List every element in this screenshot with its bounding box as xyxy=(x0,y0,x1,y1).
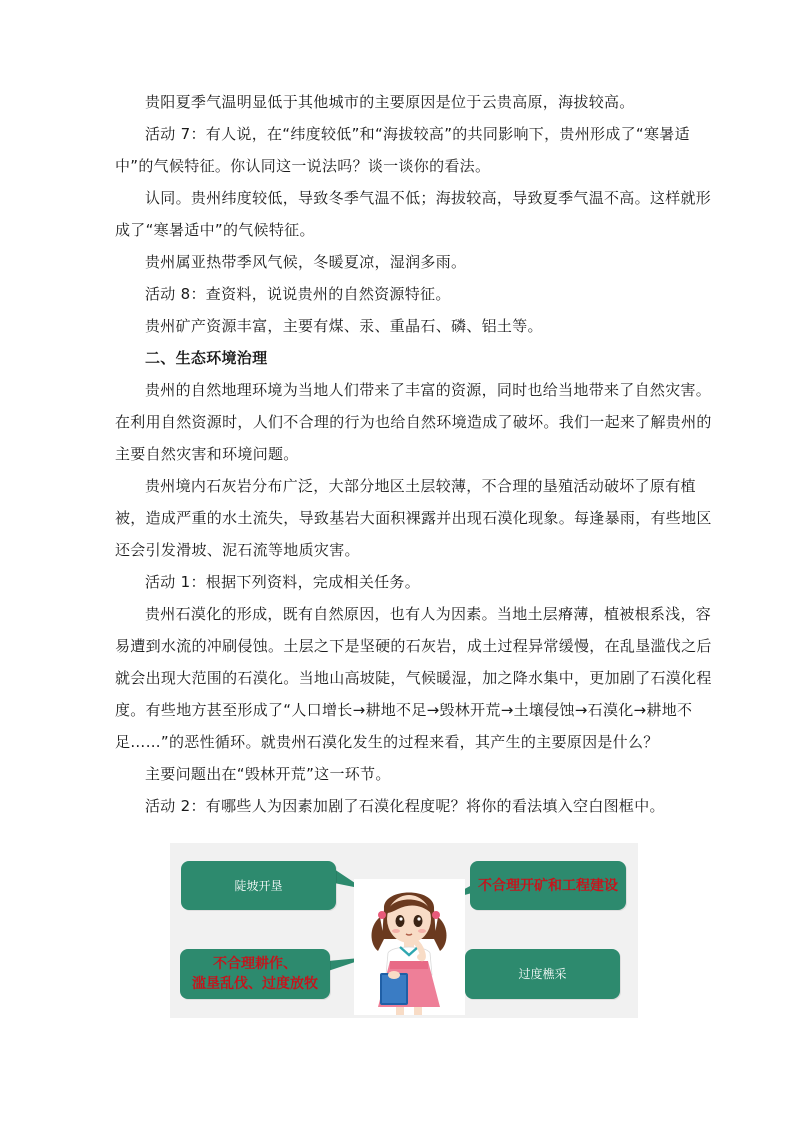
body-text xyxy=(115,86,725,822)
bubble-steep-slope-label: 陡坡开垦 xyxy=(234,878,283,893)
thinking-girl-icon xyxy=(354,879,465,1015)
paragraph-climate-type: 贵州属亚热带季风气候，冬暖夏凉，湿润多雨。 xyxy=(145,253,467,271)
bubble-mining-label: 不合理开矿和工程建设 xyxy=(478,877,618,894)
bubble-farming-label-line1: 不合理耕作、 xyxy=(213,956,297,972)
paragraph-desertification: 贵州石漠化的形成，既有自然原因，也有人为因素。当地土层瘠薄，植被根系浅，容易遭到水流的冲刷侵蚀。土层之下是坚硬的石灰岩，成土过程异常缓慢，在乱垦滥伐之后就会出现大范围的石漠化。当地山高坡陡，气候暖湿，加之降水集中，更加剧了石漠化程度。有些地方甚至形成了“人口增长→耕地不足→毁林开荒→土壤侵蚀→石漠化→耕地不足……”的恶性循环。就贵州石漠化发生的过程来看，其产生的主要原因是什么？ xyxy=(115,605,712,751)
paragraph-activity-7: 活动 7：有人说，在“纬度较低”和“海拔较高”的共同影响下，贵州形成了“寒暑适中”的气候特征。你认同这一说法吗？谈一谈你的看法。 xyxy=(115,125,690,175)
bubble-wood-cutting-label: 过度樵采 xyxy=(518,967,567,981)
paragraph-activity-8: 活动 8：查资料，说说贵州的自然资源特征。 xyxy=(145,285,451,303)
human-factors-figure xyxy=(170,843,638,1018)
paragraph-answer-1: 主要问题出在“毁林开荒”这一环节。 xyxy=(145,765,391,783)
paragraph-activity-1: 活动 1：根据下列资料，完成相关任务。 xyxy=(145,573,421,591)
paragraph-answer-7: 认同。贵州纬度较低，导致冬季气温不低；海拔较高，导致夏季气温不高。这样就形成了“寒暑适中”的气候特征。 xyxy=(115,189,712,239)
bubble-farming xyxy=(180,949,330,999)
bubble-farming-label-line2: 滥垦乱伐、过度放牧 xyxy=(192,976,318,992)
paragraph-limestone: 贵州境内石灰岩分布广泛，大部分地区土层较薄，不合理的垦殖活动破坏了原有植被，造成严重的水土流失，导致基岩大面积裸露并出现石漠化现象。每逢暴雨，有些地区还会引发滑坡、泥石流等地质灾害。 xyxy=(115,477,712,559)
paragraph-activity-2: 活动 2：有哪些人为因素加剧了石漠化程度呢？将你的看法填入空白图框中。 xyxy=(145,797,665,815)
girl-illustration xyxy=(354,879,465,1015)
paragraph-intro: 贵州的自然地理环境为当地人们带来了丰富的资源，同时也给当地带来了自然灾害。在利用自然资源时，人们不合理的行为也给自然环境造成了破坏。我们一起来了解贵州的主要自然灾害和环境问题。 xyxy=(115,381,712,463)
section-heading: 二、生态环境治理 xyxy=(145,349,268,367)
bubble-wood-cutting xyxy=(465,949,620,999)
bubble-mining xyxy=(470,861,626,910)
paragraph-answer-8: 贵州矿产资源丰富，主要有煤、汞、重晶石、磷、铝土等。 xyxy=(145,317,543,335)
paragraph-guiyang-summer: 贵阳夏季气温明显低于其他城市的主要原因是位于云贵高原，海拔较高。 xyxy=(145,93,635,111)
bubble-steep-slope xyxy=(181,861,336,910)
